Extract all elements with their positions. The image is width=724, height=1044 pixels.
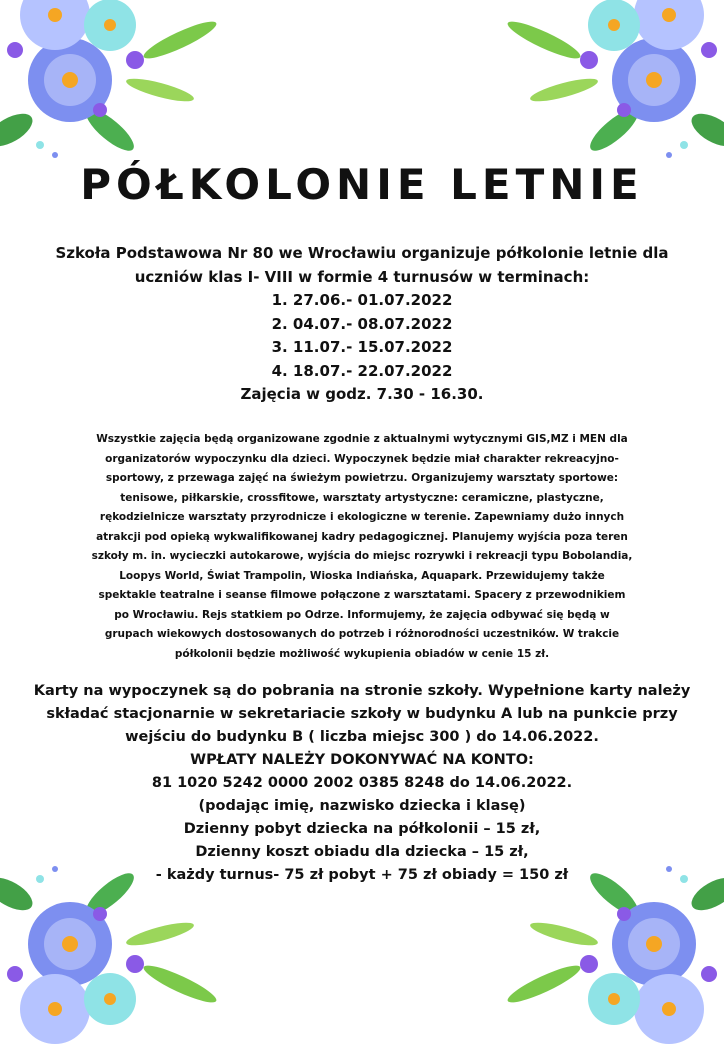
turnus-item: 3. 11.07.- 15.07.2022 — [271, 338, 453, 356]
flower-icon — [634, 974, 704, 1044]
hours-text: Zajęcia w godz. 7.30 - 16.30. — [240, 385, 484, 403]
page-title: PÓŁKOLONIE LETNIE — [80, 160, 644, 209]
turnus-item: 2. 04.07.- 08.07.2022 — [271, 314, 453, 333]
intro-text: Szkoła Podstawowa Nr 80 we Wrocławiu organizuje półkolonie letnie dla uczniów klas I- VIII w formie 4 turnusów w terminach: — [55, 244, 669, 286]
total-cost: - każdy turnus- 75 zł pobyt + 75 zł obiady = 150 zł — [155, 867, 569, 883]
flower-icon — [20, 974, 90, 1044]
payment-header: WPŁATY NALEŻY DOKONYWAĆ NA KONTO: — [190, 752, 534, 768]
stay-cost: Dzienny pobyt dziecka na półkolonii – 15 zł, — [183, 821, 541, 837]
turnus-item: 4. 18.07.- 22.07.2022 — [271, 361, 453, 380]
account-number: 81 1020 5242 0000 2002 0385 8248 do 14.06.2022. — [151, 775, 573, 791]
flower-icon — [588, 0, 640, 51]
intro-section — [40, 242, 684, 407]
lunch-cost: Dzienny koszt obiadu dla dziecka – 15 zł, — [195, 844, 529, 860]
flower-icon — [84, 973, 136, 1025]
details-paragraph: Wszystkie zajęcia będą organizowane zgodnie z aktualnymi wytycznymi GIS,MZ i MEN dla organizatorów wypoczynku dla dzieci. Wypoczynek będzie miał charakter rekreacyjno- sportowy, z przewaga zajęć na świeżym powietrzu. Organizujemy warsztaty sportowe: tenisowe, piłkarskie, crossfitowe, warsztaty artystyczne: ceramiczne, plastyczne, rękodzielnicze warsztaty przyrodnicze i ekologiczne w terenie. Zapewniamy dużo innych atrakcji pod opieką wykwalifikowanej kadry pedagogicznej. Planujemy wyjścia poza teren szkoły m. in. wycieczki autokarowe, wyjścia do miejsc rozrywki i rekreacji typu Bobolandia, Loopys World, Świat Trampolin, Wioska Indiańska, Aquapark. Przewidujemy także spektakle teatralne i seanse filmowe połączone z warsztatami. Spacery z przewodnikiem po Wrocławiu. Rejs statkiem po Odrze. Informujemy, że zajęcia odbywać się będą w grupach wiekowych dostosowanych do potrzeb i różnorodności uczestników. W trakcie półkolonii będzie możliwość wykupienia obiadów w cenie 15 zł. — [91, 433, 633, 660]
flower-icon — [84, 0, 136, 51]
flower-decoration-top-left — [0, 0, 240, 170]
flower-decoration-top-right — [484, 0, 724, 170]
flower-icon — [588, 973, 640, 1025]
payment-note: (podając imię, nazwisko dziecka i klasę) — [198, 798, 526, 814]
cards-text: Karty na wypoczynek są do pobrania na stronie szkoły. Wypełnione karty należy składać stacjonarnie w sekretariacie szkoły w budynku A lub na punkcie przy wejściu do budynku B ( liczba miejsc 300 ) do 14.06.2022. — [33, 683, 691, 745]
turnus-item: 1. 27.06.- 01.07.2022 — [271, 291, 453, 309]
info-section — [30, 680, 694, 887]
